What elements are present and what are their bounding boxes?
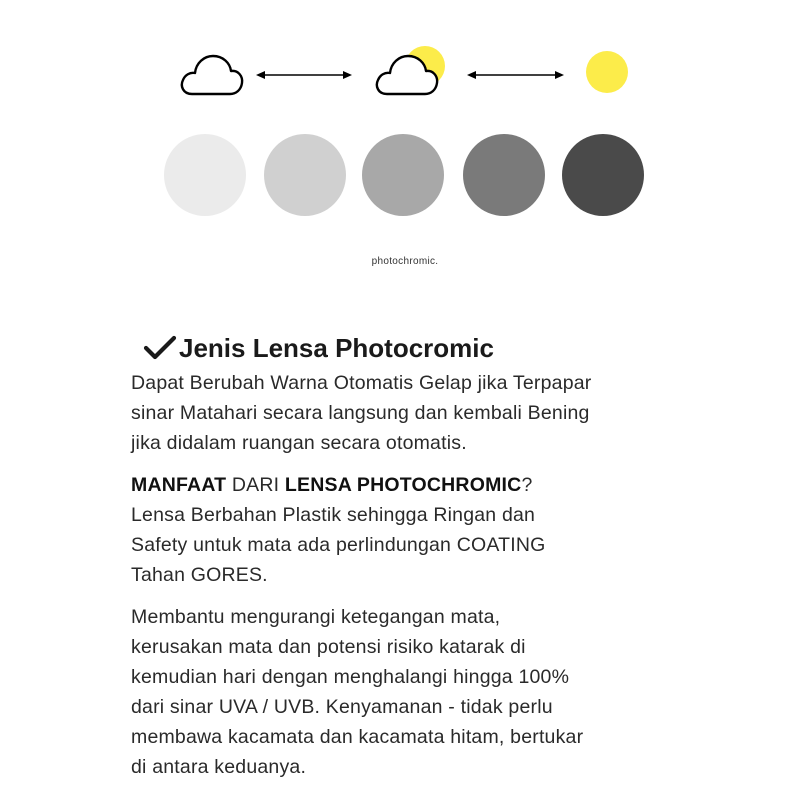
swatch-darkest	[562, 134, 644, 216]
swatch-medium	[362, 134, 444, 216]
checkmark-icon	[143, 335, 177, 361]
text-line: sinar Matahari secara langsung dan kembali Bening	[131, 402, 590, 424]
benefit-heading-bold: MANFAAT	[131, 474, 227, 496]
text-line: Lensa Berbahan Plastik sehingga Ringan dan	[131, 504, 536, 526]
sun-icon	[586, 51, 628, 93]
swatch-light	[264, 134, 346, 216]
text-line: Membantu mengurangi ketegangan mata,	[131, 606, 501, 628]
text-line: Tahan GORES.	[131, 564, 268, 586]
description-section	[131, 330, 691, 782]
extra-benefit-paragraph	[131, 602, 691, 782]
intro-paragraph	[131, 368, 691, 458]
benefit-heading-question: ?	[521, 474, 533, 496]
cloud-icon	[182, 56, 242, 94]
text-line: kemudian hari dengan menghalangi hingga 100%	[131, 666, 570, 688]
text-line: di antara keduanya.	[131, 756, 307, 778]
text-line: Dapat Berubah Warna Otomatis Gelap jika Terpapar	[131, 372, 592, 394]
text-line: kerusakan mata dan potensi risiko katarak di	[131, 636, 526, 658]
section-title: Jenis Lensa Photocromic	[179, 332, 494, 363]
diagram-caption: photochromic.	[371, 256, 439, 267]
diagram-canvas	[0, 0, 800, 300]
swatch-lightest	[164, 134, 246, 216]
benefit-heading-bold: LENSA PHOTOCHROMIC	[284, 474, 522, 496]
section-heading	[143, 330, 691, 366]
double-arrow-icon	[467, 71, 564, 79]
text-line: Safety untuk mata ada perlindungan COATING	[131, 534, 546, 556]
text-line: dari sinar UVA / UVB. Kenyamanan - tidak perlu	[131, 696, 553, 718]
photochromic-diagram	[0, 0, 800, 300]
benefit-heading	[131, 470, 691, 500]
double-arrow-icon	[256, 71, 352, 79]
text-line: jika didalam ruangan secara otomatis.	[131, 432, 467, 454]
benefit-heading-connector: DARI	[226, 474, 285, 496]
swatch-dark	[463, 134, 545, 216]
benefit-paragraph	[131, 470, 691, 590]
text-line: membawa kacamata dan kacamata hitam, bertukar	[131, 726, 584, 748]
